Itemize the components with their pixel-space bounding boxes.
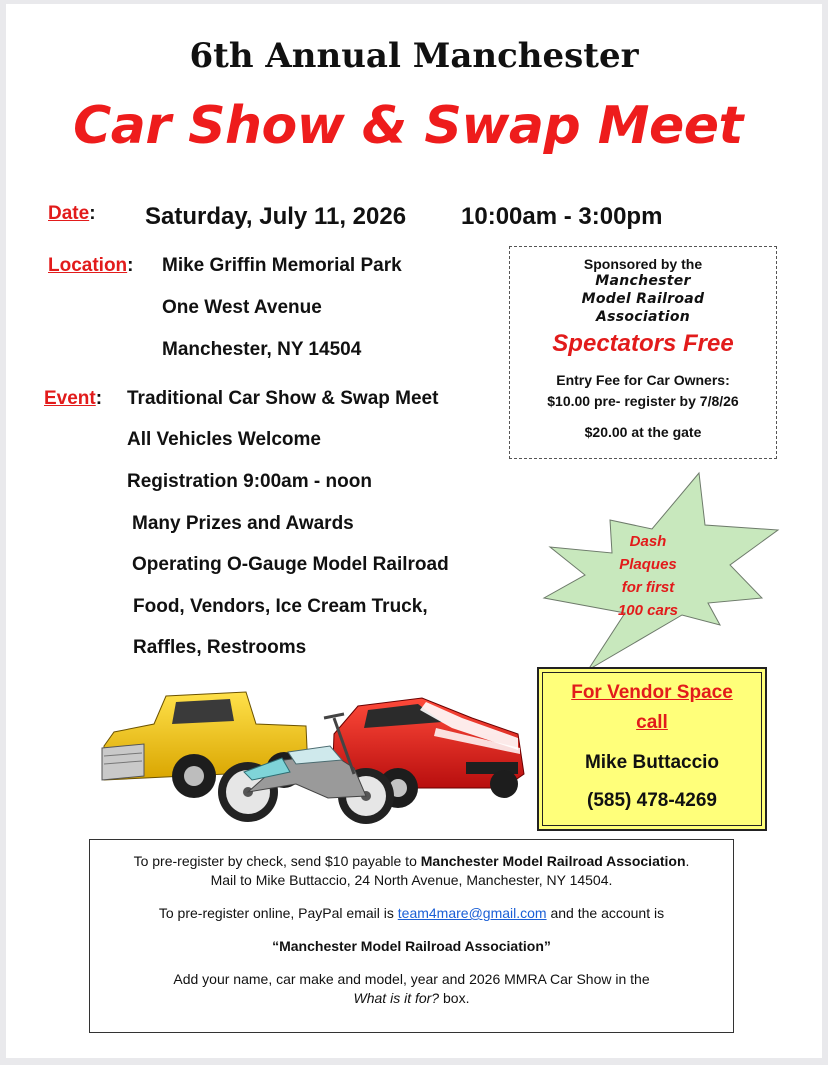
- date-colon: :: [89, 203, 96, 224]
- flyer-subtitle: Car Show & Swap Meet: [73, 96, 743, 156]
- vendor-box: [537, 667, 767, 831]
- registration-box: [89, 839, 734, 1033]
- add-details-line-2: [90, 989, 733, 1008]
- vendor-line-1: For Vendor Space: [571, 682, 733, 703]
- sponsor-org-line-2: Model Railroad: [581, 291, 705, 307]
- sponsor-box: [509, 246, 777, 459]
- location-label: Location: [48, 255, 128, 276]
- mail-address: Mail to Mike Buttaccio, 24 North Avenue, Manchester, NY 14504.: [210, 872, 613, 888]
- star-line: Dash: [629, 533, 667, 550]
- add-details-line-1: Add your name, car make and model, year and 2026 MMRA Car Show in the: [173, 971, 650, 987]
- event-item: Traditional Car Show & Swap Meet: [127, 388, 439, 409]
- date-time: 10:00am - 3:00pm: [461, 203, 663, 230]
- vendor-phone: (585) 478-4269: [587, 790, 717, 811]
- sponsor-org-line-3: Association: [595, 309, 691, 325]
- dash-plaques-text: [588, 530, 708, 622]
- event-item: Food, Vendors, Ice Cream Truck,: [133, 596, 428, 617]
- location-line-2: One West Avenue: [162, 297, 322, 318]
- event-item: Operating O-Gauge Model Railroad: [132, 554, 449, 575]
- spectators-free: Spectators Free: [552, 330, 734, 357]
- date-label: Date: [48, 203, 90, 224]
- sponsor-org-line-1: Manchester: [595, 273, 691, 289]
- entry-fee-line-1: Entry Fee for Car Owners:: [556, 372, 730, 388]
- paypal-account-name: [90, 937, 733, 956]
- paypal-instructions: [90, 904, 733, 923]
- payable-org-name: Manchester Model Railroad Association: [420, 853, 686, 869]
- vendor-line-2: call: [636, 712, 668, 733]
- event-item: Registration 9:00am - noon: [127, 471, 372, 492]
- check-period: .: [685, 853, 690, 869]
- event-item: Many Prizes and Awards: [132, 513, 354, 534]
- check-text: To pre-register by check, send $10 payable to: [133, 853, 417, 869]
- star-line: Plaques: [619, 556, 677, 573]
- location-line-3: Manchester, NY 14504: [162, 339, 362, 360]
- paypal-email-link[interactable]: team4mare@gmail.com: [397, 905, 547, 921]
- location-label-row: [48, 255, 134, 277]
- vehicles-illustration: [96, 688, 530, 828]
- sponsored-by-text: Sponsored by the: [583, 256, 703, 272]
- paypal-text: To pre-register online, PayPal email is: [158, 905, 394, 921]
- event-item: All Vehicles Welcome: [127, 429, 321, 450]
- location-line-1: Mike Griffin Memorial Park: [162, 255, 402, 276]
- box-text: box.: [443, 990, 470, 1006]
- gate-fee: $20.00 at the gate: [584, 424, 702, 440]
- check-instructions: [90, 852, 733, 871]
- entry-fee-line-2: $10.00 pre- register by 7/8/26: [547, 393, 739, 409]
- event-label: Event: [44, 388, 96, 409]
- location-colon: :: [127, 255, 134, 276]
- paypal-account-text: and the account is: [550, 905, 665, 921]
- event-label-row: [44, 388, 102, 410]
- star-line: for first: [621, 579, 675, 596]
- what-is-it-for: What is it for?: [353, 990, 440, 1006]
- entry-fee: [510, 370, 776, 412]
- date-value: Saturday, July 11, 2026: [145, 203, 407, 230]
- star-line: 100 cars: [617, 602, 679, 619]
- event-item: Raffles, Restrooms: [133, 637, 307, 658]
- account-name: “Manchester Model Railroad Association”: [272, 938, 551, 954]
- flyer-title: 6th Annual Manchester: [189, 36, 639, 76]
- vendor-contact-name: Mike Buttaccio: [584, 752, 720, 773]
- date-row: [48, 203, 96, 225]
- event-colon: :: [95, 388, 103, 409]
